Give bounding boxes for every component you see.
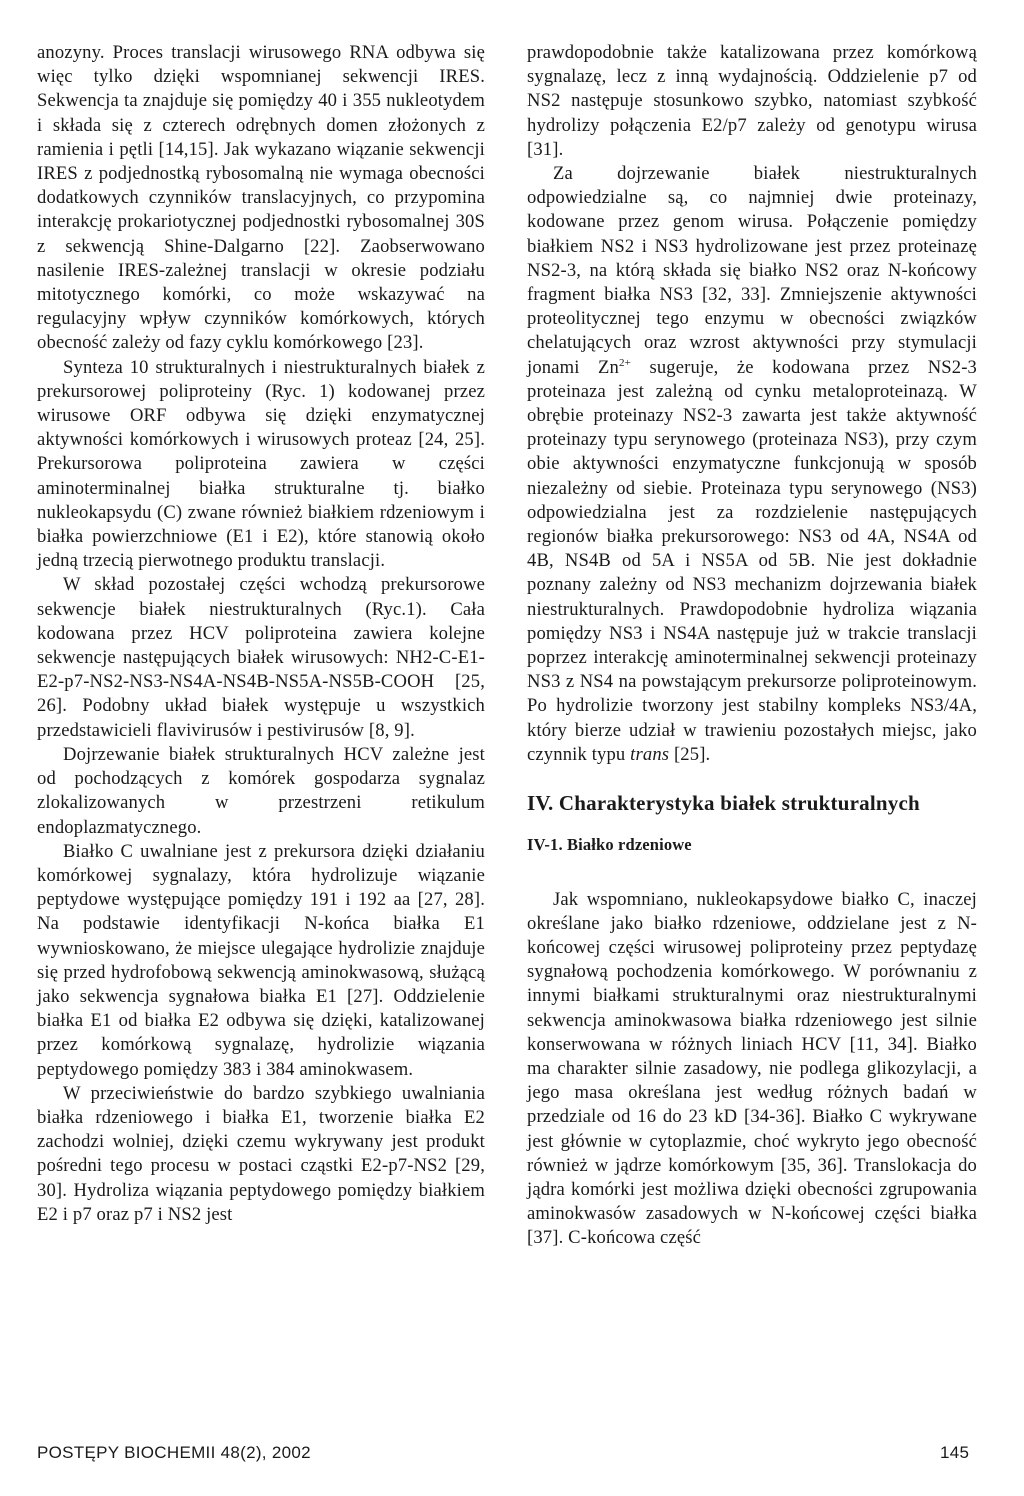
paragraph: anozyny. Proces translacji wirusowego RNA odbywa się więc tylko dzięki wspomnianej sekwencji IRES. Sekwencja ta znajduje się pomiędzy 40 i 355 nukleotydem i składa się z czterech odrębnych domen złożonych z ramienia i pętli [14,15]. Jak wykazano wiązanie sekwencji IRES z podjednostką rybosomalną nie wymaga obecności dodatkowych czynników translacyjnych, co przypomina interakcję prokariotycznej podjednostki rybosomalnej 30S z sekwencją Shine-Dalgarno [22]. Zaobserwowano nasilenie IRES-zależnej translacji w okresie podziału mitotycznego komórki, co może wskazywać na regulacyjny wpływ czynników komórkowych, których obecność zależy od fazy cyklu komórkowego [23]. — [37, 42, 485, 354]
paragraph: W skład pozostałej części wchodzą prekursorowe sekwencje białek niestrukturalnych (Ryc.1). Cała kodowana przez HCV poliproteina zawiera kolejne sekwencje następujących białek wirusowych: NH2-C-E1-E2-p7-NS2-NS3-NS4A-NS4B-NS5A-NS5B-COOH [25, 26]. Podobny układ białek występuje u wszystkich przedstawicieli flavivirusów i pestivirusów [8, 9]. — [37, 574, 485, 741]
paragraph: Białko C uwalniane jest z prekursora dzięki działaniu komórkowej sygnalazy, która hydrolizuje wiązanie peptydowe występujące pomiędzy 191 i 192 aa [27, 28]. Na podstawie identyfikacji N-końca białka E1 wywnioskowano, że miejsce ulegające hydrolizie znajduje się przed hydrofobową sekwencją aminokwasową, służącą jako sekwencja sygnałowa białka E1 [27]. Oddzielenie białka E1 od białka E2 odbywa się dzięki, katalizowanej przez komórkową sygnalazę, hydrolizie wiązania peptydowego pomiędzy 383 i 384 aminokwasem. — [37, 840, 485, 1080]
section-heading: IV. Charakterystyka białek strukturalnych — [527, 791, 920, 816]
italic-term: trans — [630, 743, 670, 765]
paragraph: Dojrzewanie białek strukturalnych HCV zależne jest od pochodzących z komórek gospodarza sygnalaz zlokalizowanych w przestrzeni retikulum endoplazmatycznego. — [37, 743, 485, 838]
paragraph: prawdopodobnie także katalizowana przez komórkową sygnalazę, lecz z inną wydajnością. Oddzielenie p7 od NS2 następuje stosunkowo szybko, natomiast szybkość hydrolizy połączenia E2/p7 zależy od genotypu wirusa [31]. — [527, 42, 977, 160]
journal-footer: POSTĘPY BIOCHEMII 48(2), 2002 — [37, 1443, 311, 1462]
left-column — [37, 41, 485, 1227]
paragraph: Jak wspomniano, nukleokapsydowe białko C, inaczej określane jako białko rdzeniowe, oddzielane jest z N-końcowej części wirusowej poliproteiny przez peptydazę sygnałową pochodzenia komórkowego. W porównaniu z innymi białkami strukturalnymi oraz niestrukturalnymi sekwencja aminokwasowa białka rdzeniowego jest silnie konserwowana w różnych liniach HCV [11, 34]. Białko ma charakter silnie zasadowy, nie podlega glikozylacji, a jego masa określana jest według różnych badań w przedziale od 16 do 23 kD [34-36]. Białko C wykrywane jest głównie w cytoplazmie, choć wykryto jego obecność również w jądrze komórkowym [35, 36]. Translokacja do jądra komórki jest możliwa dzięki obecności zgrupowania aminokwasów zasadowych w N-końcowej części białka [37]. C-końcowa część — [527, 888, 977, 1249]
superscript: 2+ — [618, 356, 631, 369]
page-number: 145 — [940, 1443, 970, 1462]
subsection-heading: IV-1. Białko rdzeniowe — [527, 835, 692, 855]
right-column — [527, 41, 977, 1251]
paragraph: Synteza 10 strukturalnych i niestrukturalnych białek z prekursorowej poliproteiny (Ryc. 1) kodowanej przez wirusowe ORF odbywa się dzięki enzymatycznej aktywności komórkowych i wirusowych proteaz [24, 25]. Prekursorowa poliproteina zawiera w części aminoterminalnej białka strukturalne tj. białko nukleokapsydu (C) zwane również białkiem rdzeniowym i białka powierzchniowe (E1 i E2), które stanowią około jedną trzecią pierwotnego produktu translacji. — [37, 356, 485, 572]
paragraph-text: Za dojrzewanie białek niestrukturalnych odpowiedzialne są, co najmniej dwie proteinazy, kodowane przez genom wirusa. Połączenie pomiędzy białkiem NS2 i NS3 hydrolizowane jest przez proteinazę NS2-3, na którą składa się białko NS2 oraz N-końcowy fragment białka NS3 [32, 33]. Zmniejszenie aktywności proteolitycznej tego enzymu w obecności związków chelatujących oraz wzrost aktywności przy stymulacji jonami Zn — [527, 163, 977, 378]
paragraph-text: [25]. — [669, 743, 711, 765]
paragraph-text: sugeruje, że kodowana przez NS2-3 proteinaza jest zależną od cynku metaloproteinazą. W obrębie proteinazy NS2-3 zawarta jest także aktywność proteinazy typu serynowego (proteinaza NS3), przy czym obie aktywności enzymatyczne funkcjonują w sposób niezależny od siebie. Proteinaza typu serynowego (NS3) odpowiedzialna jest za rozdzielenie następujących regionów białka prekursorowego: NS3 od 4A, NS4A od 4B, NS4B od 5A i NS5A od 5B. Nie jest dokładnie poznany zależny od NS3 mechanizm dojrzewania białek niestrukturalnych. Prawdopodobnie hydroliza wiązania pomiędzy NS3 i NS4A następuje już w trakcie translacji poprzez interakcję aminoterminalnej sekwencji proteinazy NS3 z NS4 na powstającym prekursorze poliproteinowym. Po hydrolizie tworzony jest stabilny kompleks NS3/4A, który bierze udział w trawieniu pozostałych miejsc, jako czynnik typu — [527, 356, 977, 765]
paragraph: W przeciwieństwie do bardzo szybkiego uwalniania białka rdzeniowego i białka E1, tworzenie białka E2 zachodzi wolniej, dzięki czemu wykrywany jest produkt pośredni tego procesu w postaci cząstki E2-p7-NS2 [29, 30]. Hydroliza wiązania peptydowego pomiędzy białkiem E2 i p7 oraz p7 i NS2 jest — [37, 1082, 485, 1225]
paragraph — [527, 162, 977, 767]
